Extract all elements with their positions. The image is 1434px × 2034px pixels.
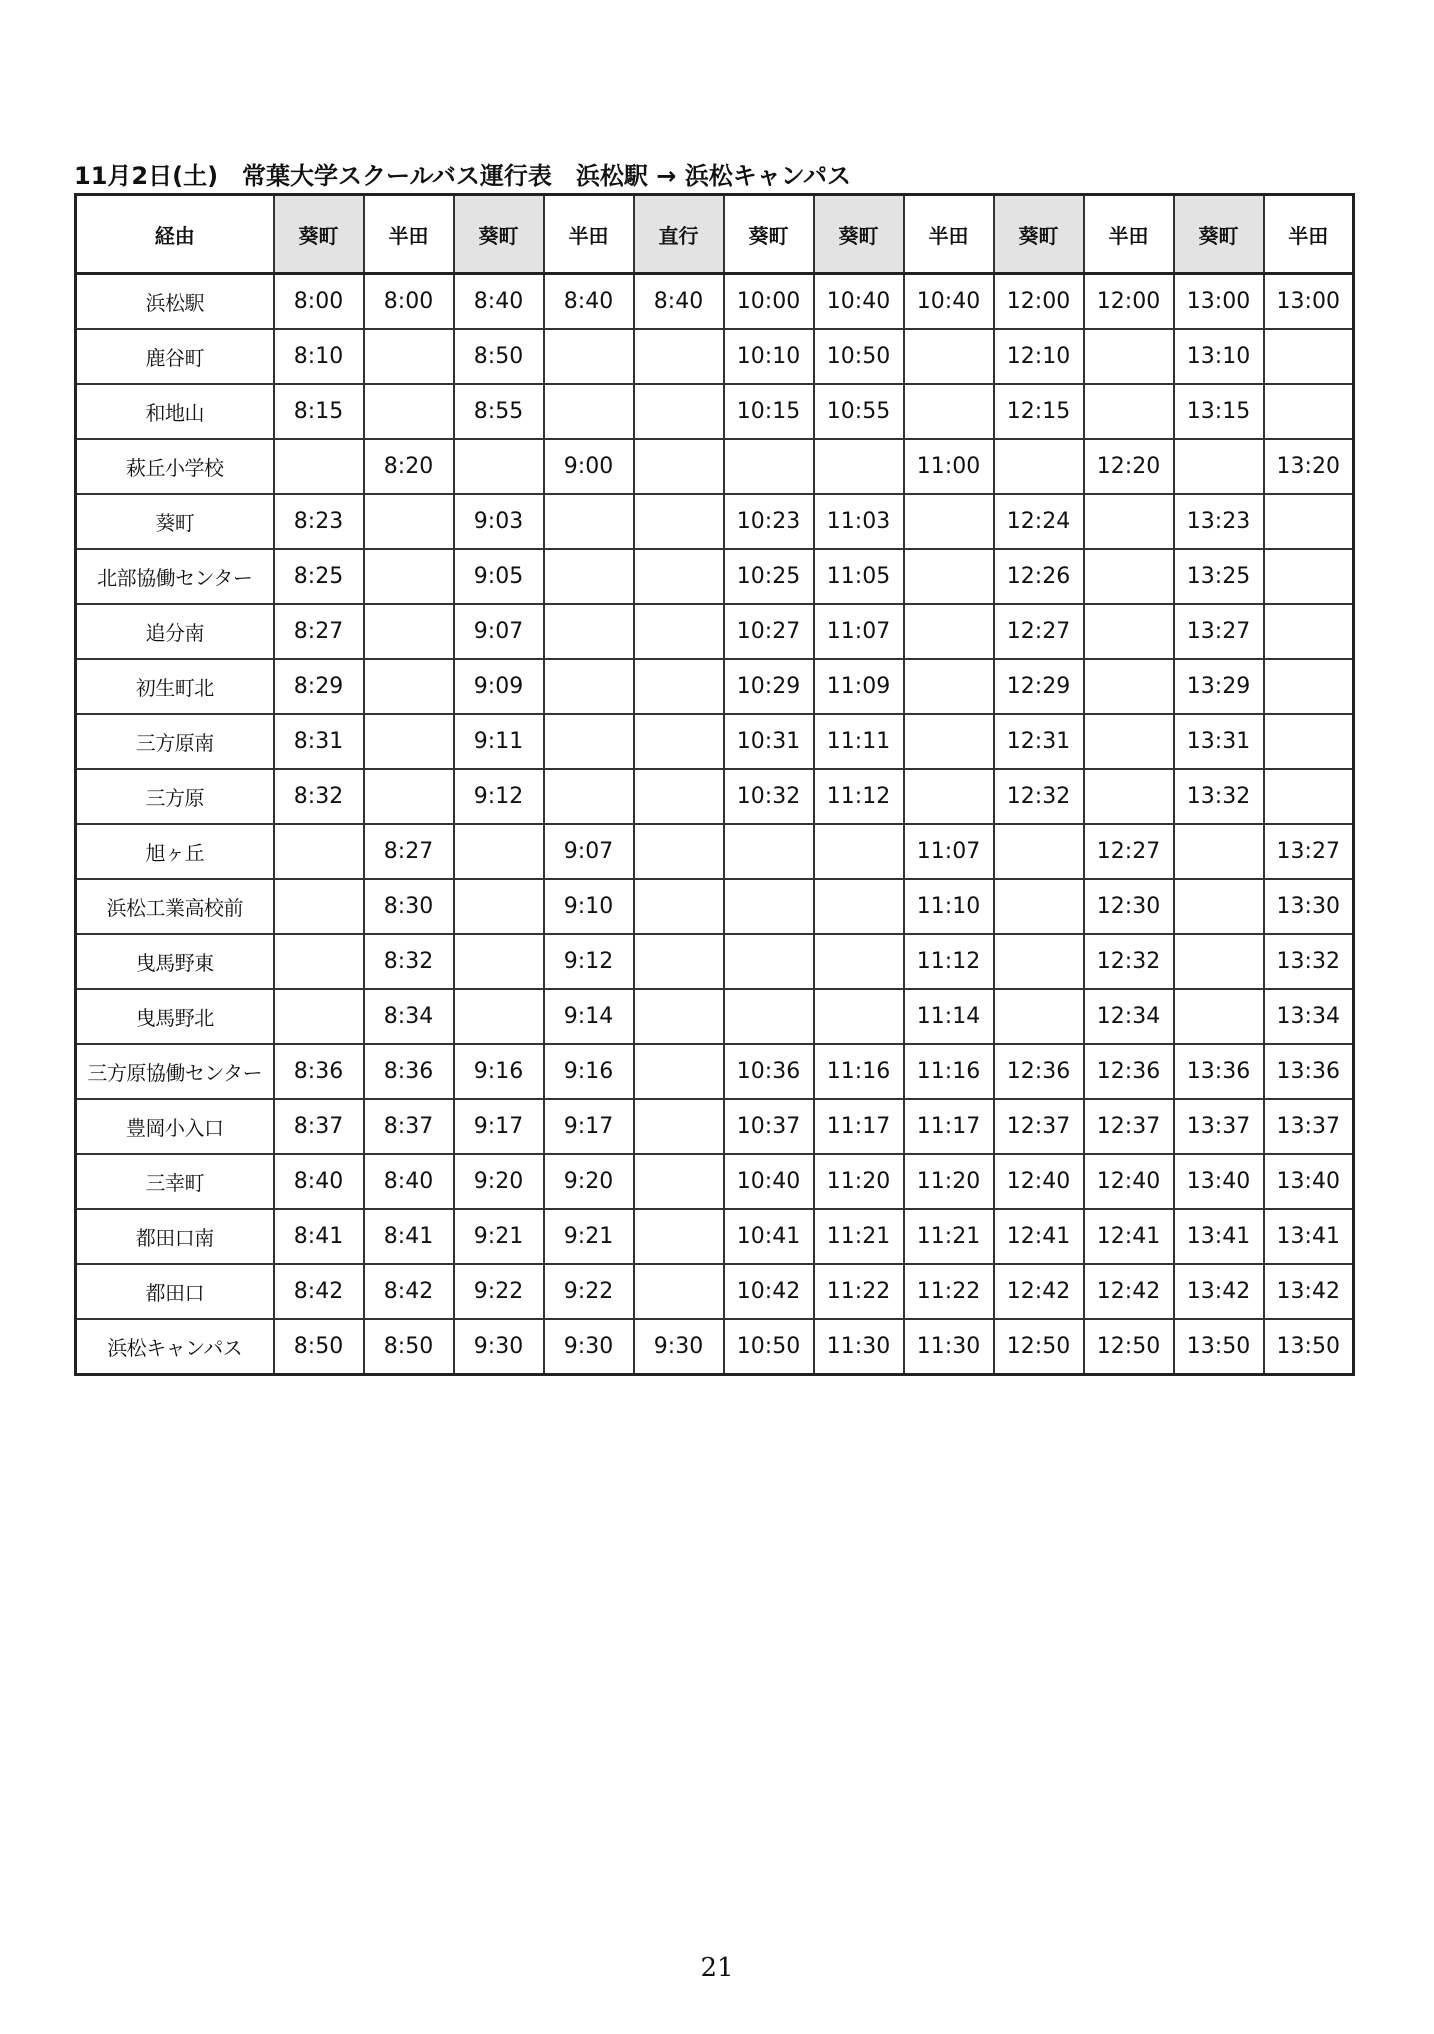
stop-name: 和地山 — [76, 384, 274, 439]
departure-time: 13:34 — [1264, 989, 1354, 1044]
departure-time: 12:50 — [1084, 1319, 1174, 1375]
departure-time: 13:23 — [1174, 494, 1264, 549]
departure-time — [994, 824, 1084, 879]
departure-time — [1264, 329, 1354, 384]
departure-time: 13:27 — [1264, 824, 1354, 879]
departure-time — [1264, 659, 1354, 714]
departure-time: 9:20 — [544, 1154, 634, 1209]
departure-time — [1264, 714, 1354, 769]
departure-time: 10:15 — [724, 384, 814, 439]
departure-time: 10:31 — [724, 714, 814, 769]
departure-time: 9:07 — [454, 604, 544, 659]
table-row — [76, 989, 1354, 1044]
timetable-header-row — [76, 195, 1354, 274]
departure-time: 12:50 — [994, 1319, 1084, 1375]
departure-time — [904, 714, 994, 769]
departure-time: 8:37 — [274, 1099, 364, 1154]
departure-time: 8:40 — [544, 274, 634, 330]
departure-time — [904, 604, 994, 659]
route-column-header: 半田 — [544, 195, 634, 274]
departure-time: 8:36 — [364, 1044, 454, 1099]
departure-time — [724, 934, 814, 989]
route-column-header: 葵町 — [274, 195, 364, 274]
departure-time — [1174, 934, 1264, 989]
departure-time: 12:27 — [994, 604, 1084, 659]
departure-time — [1084, 604, 1174, 659]
table-row — [76, 879, 1354, 934]
departure-time: 13:20 — [1264, 439, 1354, 494]
departure-time: 11:10 — [904, 879, 994, 934]
departure-time: 11:00 — [904, 439, 994, 494]
departure-time — [274, 439, 364, 494]
table-row — [76, 934, 1354, 989]
stop-name: 浜松工業高校前 — [76, 879, 274, 934]
departure-time: 13:42 — [1264, 1264, 1354, 1319]
departure-time: 8:40 — [364, 1154, 454, 1209]
departure-time: 9:22 — [454, 1264, 544, 1319]
departure-time — [634, 659, 724, 714]
departure-time: 8:42 — [274, 1264, 364, 1319]
departure-time: 12:42 — [1084, 1264, 1174, 1319]
departure-time: 12:37 — [1084, 1099, 1174, 1154]
departure-time — [1174, 879, 1264, 934]
departure-time: 10:50 — [724, 1319, 814, 1375]
departure-time: 9:12 — [544, 934, 634, 989]
departure-time: 8:10 — [274, 329, 364, 384]
departure-time: 8:37 — [364, 1099, 454, 1154]
departure-time — [1084, 494, 1174, 549]
stop-name: 曳馬野北 — [76, 989, 274, 1044]
stop-name: 葵町 — [76, 494, 274, 549]
departure-time: 8:00 — [364, 274, 454, 330]
departure-time: 11:11 — [814, 714, 904, 769]
departure-time: 8:40 — [634, 274, 724, 330]
departure-time: 13:30 — [1264, 879, 1354, 934]
departure-time — [634, 989, 724, 1044]
departure-time — [634, 604, 724, 659]
stop-name: 都田口 — [76, 1264, 274, 1319]
departure-time: 13:40 — [1174, 1154, 1264, 1209]
page-title: 11月2日(土) 常葉大学スクールバス運行表 浜松駅 → 浜松キャンパス — [74, 162, 852, 190]
departure-time: 10:40 — [814, 274, 904, 330]
departure-time — [364, 659, 454, 714]
departure-time: 11:17 — [904, 1099, 994, 1154]
table-row — [76, 439, 1354, 494]
departure-time: 13:41 — [1174, 1209, 1264, 1264]
departure-time: 13:00 — [1264, 274, 1354, 330]
stop-name: 三幸町 — [76, 1154, 274, 1209]
departure-time: 10:27 — [724, 604, 814, 659]
stop-name: 三方原南 — [76, 714, 274, 769]
table-row — [76, 494, 1354, 549]
departure-time — [904, 494, 994, 549]
departure-time: 12:41 — [994, 1209, 1084, 1264]
departure-time — [994, 879, 1084, 934]
departure-time: 13:37 — [1174, 1099, 1264, 1154]
departure-time: 13:29 — [1174, 659, 1264, 714]
departure-time: 9:30 — [544, 1319, 634, 1375]
departure-time — [1084, 714, 1174, 769]
table-row — [76, 769, 1354, 824]
departure-time — [634, 824, 724, 879]
stop-name: 萩丘小学校 — [76, 439, 274, 494]
table-row — [76, 1209, 1354, 1264]
departure-time: 11:21 — [904, 1209, 994, 1264]
departure-time: 10:40 — [904, 274, 994, 330]
departure-time: 9:21 — [544, 1209, 634, 1264]
departure-time — [454, 879, 544, 934]
departure-time — [634, 439, 724, 494]
departure-time — [724, 989, 814, 1044]
departure-time: 11:14 — [904, 989, 994, 1044]
departure-time: 9:00 — [544, 439, 634, 494]
departure-time: 8:40 — [274, 1154, 364, 1209]
departure-time: 8:15 — [274, 384, 364, 439]
departure-time — [364, 329, 454, 384]
departure-time: 8:20 — [364, 439, 454, 494]
departure-time — [544, 494, 634, 549]
bus-timetable — [74, 193, 1355, 1376]
departure-time — [454, 439, 544, 494]
departure-time — [544, 769, 634, 824]
departure-time — [1084, 659, 1174, 714]
departure-time: 13:41 — [1264, 1209, 1354, 1264]
departure-time — [634, 549, 724, 604]
departure-time: 8:27 — [364, 824, 454, 879]
departure-time — [544, 659, 634, 714]
route-column-header: 半田 — [1264, 195, 1354, 274]
departure-time — [634, 1044, 724, 1099]
departure-time: 11:20 — [814, 1154, 904, 1209]
departure-time: 9:17 — [454, 1099, 544, 1154]
departure-time: 8:40 — [454, 274, 544, 330]
route-column-header: 半田 — [1084, 195, 1174, 274]
departure-time — [544, 329, 634, 384]
departure-time — [274, 824, 364, 879]
departure-time — [364, 494, 454, 549]
route-column-header: 葵町 — [1174, 195, 1264, 274]
departure-time: 13:32 — [1174, 769, 1264, 824]
departure-time: 12:31 — [994, 714, 1084, 769]
departure-time: 8:34 — [364, 989, 454, 1044]
departure-time — [904, 549, 994, 604]
departure-time — [1084, 769, 1174, 824]
departure-time: 11:22 — [814, 1264, 904, 1319]
table-row — [76, 659, 1354, 714]
departure-time: 11:22 — [904, 1264, 994, 1319]
departure-time — [994, 439, 1084, 494]
departure-time — [634, 1099, 724, 1154]
departure-time — [814, 439, 904, 494]
departure-time: 10:50 — [814, 329, 904, 384]
departure-time: 10:40 — [724, 1154, 814, 1209]
departure-time — [634, 714, 724, 769]
departure-time — [1264, 604, 1354, 659]
departure-time: 9:14 — [544, 989, 634, 1044]
departure-time — [364, 714, 454, 769]
departure-time: 10:25 — [724, 549, 814, 604]
departure-time: 12:27 — [1084, 824, 1174, 879]
departure-time: 9:16 — [544, 1044, 634, 1099]
departure-time: 9:07 — [544, 824, 634, 879]
departure-time — [634, 329, 724, 384]
departure-time — [1084, 329, 1174, 384]
route-column-header: 葵町 — [454, 195, 544, 274]
departure-time — [814, 824, 904, 879]
departure-time: 12:36 — [1084, 1044, 1174, 1099]
departure-time: 9:22 — [544, 1264, 634, 1319]
departure-time: 9:21 — [454, 1209, 544, 1264]
departure-time: 9:16 — [454, 1044, 544, 1099]
departure-time — [814, 989, 904, 1044]
table-row — [76, 549, 1354, 604]
departure-time: 12:32 — [994, 769, 1084, 824]
departure-time: 11:03 — [814, 494, 904, 549]
departure-time: 11:07 — [904, 824, 994, 879]
stop-name: 北部協働センター — [76, 549, 274, 604]
departure-time: 11:16 — [814, 1044, 904, 1099]
departure-time: 8:36 — [274, 1044, 364, 1099]
departure-time: 11:30 — [904, 1319, 994, 1375]
departure-time: 10:00 — [724, 274, 814, 330]
table-row — [76, 329, 1354, 384]
departure-time — [634, 769, 724, 824]
departure-time: 9:30 — [454, 1319, 544, 1375]
departure-time — [904, 659, 994, 714]
route-column-header: 葵町 — [994, 195, 1084, 274]
departure-time: 13:36 — [1174, 1044, 1264, 1099]
page-number: 21 — [700, 1953, 734, 1983]
departure-time: 12:34 — [1084, 989, 1174, 1044]
departure-time — [544, 549, 634, 604]
departure-time: 8:50 — [274, 1319, 364, 1375]
departure-time: 12:20 — [1084, 439, 1174, 494]
stop-name: 豊岡小入口 — [76, 1099, 274, 1154]
departure-time: 12:15 — [994, 384, 1084, 439]
table-row — [76, 1099, 1354, 1154]
departure-time: 11:21 — [814, 1209, 904, 1264]
departure-time: 8:41 — [274, 1209, 364, 1264]
departure-time: 12:10 — [994, 329, 1084, 384]
departure-time — [1084, 549, 1174, 604]
stop-name: 旭ヶ丘 — [76, 824, 274, 879]
departure-time — [904, 384, 994, 439]
departure-time: 11:30 — [814, 1319, 904, 1375]
table-row — [76, 1154, 1354, 1209]
departure-time — [634, 494, 724, 549]
departure-time: 10:29 — [724, 659, 814, 714]
departure-time: 12:40 — [1084, 1154, 1174, 1209]
departure-time — [364, 384, 454, 439]
departure-time: 8:41 — [364, 1209, 454, 1264]
departure-time: 11:12 — [904, 934, 994, 989]
departure-time: 12:00 — [1084, 274, 1174, 330]
stop-name: 初生町北 — [76, 659, 274, 714]
departure-time: 9:12 — [454, 769, 544, 824]
departure-time — [274, 934, 364, 989]
departure-time — [724, 879, 814, 934]
departure-time: 10:37 — [724, 1099, 814, 1154]
departure-time: 10:32 — [724, 769, 814, 824]
departure-time: 13:27 — [1174, 604, 1264, 659]
departure-time — [994, 989, 1084, 1044]
departure-time: 9:11 — [454, 714, 544, 769]
departure-time: 13:15 — [1174, 384, 1264, 439]
departure-time: 10:41 — [724, 1209, 814, 1264]
departure-time: 8:32 — [274, 769, 364, 824]
route-column-header: 直行 — [634, 195, 724, 274]
departure-time — [454, 934, 544, 989]
departure-time: 11:12 — [814, 769, 904, 824]
stop-name: 追分南 — [76, 604, 274, 659]
departure-time: 8:30 — [364, 879, 454, 934]
departure-time: 9:05 — [454, 549, 544, 604]
departure-time: 8:29 — [274, 659, 364, 714]
table-row — [76, 1264, 1354, 1319]
departure-time: 10:42 — [724, 1264, 814, 1319]
departure-time — [994, 934, 1084, 989]
departure-time: 13:32 — [1264, 934, 1354, 989]
departure-time: 8:00 — [274, 274, 364, 330]
departure-time — [364, 604, 454, 659]
table-row — [76, 824, 1354, 879]
departure-time: 8:27 — [274, 604, 364, 659]
departure-time: 8:50 — [364, 1319, 454, 1375]
departure-time: 9:09 — [454, 659, 544, 714]
departure-time: 11:05 — [814, 549, 904, 604]
departure-time: 13:40 — [1264, 1154, 1354, 1209]
departure-time — [544, 384, 634, 439]
timetable-body — [76, 274, 1354, 1375]
departure-time: 13:42 — [1174, 1264, 1264, 1319]
stop-name: 鹿谷町 — [76, 329, 274, 384]
departure-time: 13:31 — [1174, 714, 1264, 769]
departure-time: 9:30 — [634, 1319, 724, 1375]
departure-time — [1174, 439, 1264, 494]
departure-time: 8:31 — [274, 714, 364, 769]
departure-time: 11:07 — [814, 604, 904, 659]
departure-time: 12:29 — [994, 659, 1084, 714]
departure-time: 12:42 — [994, 1264, 1084, 1319]
departure-time — [634, 1154, 724, 1209]
route-column-header: 半田 — [364, 195, 454, 274]
stop-name: 三方原 — [76, 769, 274, 824]
departure-time: 12:30 — [1084, 879, 1174, 934]
departure-time — [364, 549, 454, 604]
stop-name: 三方原協働センター — [76, 1044, 274, 1099]
departure-time — [1264, 494, 1354, 549]
departure-time: 8:55 — [454, 384, 544, 439]
departure-time: 13:50 — [1174, 1319, 1264, 1375]
departure-time: 12:40 — [994, 1154, 1084, 1209]
table-row — [76, 714, 1354, 769]
departure-time: 10:36 — [724, 1044, 814, 1099]
departure-time: 11:09 — [814, 659, 904, 714]
departure-time: 13:25 — [1174, 549, 1264, 604]
departure-time: 12:36 — [994, 1044, 1084, 1099]
departure-time: 9:17 — [544, 1099, 634, 1154]
table-row — [76, 1044, 1354, 1099]
departure-time: 13:00 — [1174, 274, 1264, 330]
departure-time — [274, 989, 364, 1044]
stop-name: 浜松キャンパス — [76, 1319, 274, 1375]
departure-time: 9:20 — [454, 1154, 544, 1209]
departure-time: 11:16 — [904, 1044, 994, 1099]
departure-time — [634, 1264, 724, 1319]
departure-time — [544, 714, 634, 769]
route-label: 経由 — [76, 195, 274, 274]
table-row — [76, 384, 1354, 439]
route-column-header: 葵町 — [814, 195, 904, 274]
departure-time: 11:17 — [814, 1099, 904, 1154]
departure-time — [724, 439, 814, 494]
departure-time: 13:37 — [1264, 1099, 1354, 1154]
departure-time: 12:00 — [994, 274, 1084, 330]
departure-time: 8:42 — [364, 1264, 454, 1319]
route-column-header: 葵町 — [724, 195, 814, 274]
table-row — [76, 604, 1354, 659]
departure-time — [544, 604, 634, 659]
departure-time — [814, 879, 904, 934]
departure-time — [1264, 769, 1354, 824]
departure-time — [364, 769, 454, 824]
departure-time: 10:10 — [724, 329, 814, 384]
route-column-header: 半田 — [904, 195, 994, 274]
departure-time — [634, 384, 724, 439]
departure-time — [1174, 824, 1264, 879]
departure-time — [634, 1209, 724, 1264]
departure-time: 12:24 — [994, 494, 1084, 549]
departure-time — [724, 824, 814, 879]
stop-name: 浜松駅 — [76, 274, 274, 330]
departure-time — [1174, 989, 1264, 1044]
departure-time: 12:37 — [994, 1099, 1084, 1154]
departure-time — [1264, 384, 1354, 439]
departure-time — [454, 824, 544, 879]
departure-time: 8:32 — [364, 934, 454, 989]
departure-time: 13:36 — [1264, 1044, 1354, 1099]
departure-time — [634, 879, 724, 934]
departure-time: 9:03 — [454, 494, 544, 549]
departure-time: 12:32 — [1084, 934, 1174, 989]
departure-time — [904, 329, 994, 384]
departure-time — [634, 934, 724, 989]
stop-name: 曳馬野東 — [76, 934, 274, 989]
departure-time — [1084, 384, 1174, 439]
table-row — [76, 1319, 1354, 1375]
departure-time: 12:26 — [994, 549, 1084, 604]
departure-time: 13:10 — [1174, 329, 1264, 384]
departure-time: 11:20 — [904, 1154, 994, 1209]
stop-name: 都田口南 — [76, 1209, 274, 1264]
departure-time: 10:55 — [814, 384, 904, 439]
departure-time: 12:41 — [1084, 1209, 1174, 1264]
departure-time: 13:50 — [1264, 1319, 1354, 1375]
departure-time: 8:25 — [274, 549, 364, 604]
departure-time: 10:23 — [724, 494, 814, 549]
departure-time — [814, 934, 904, 989]
departure-time — [1264, 549, 1354, 604]
departure-time — [454, 989, 544, 1044]
departure-time: 9:10 — [544, 879, 634, 934]
departure-time — [904, 769, 994, 824]
departure-time: 8:23 — [274, 494, 364, 549]
departure-time: 8:50 — [454, 329, 544, 384]
table-row — [76, 274, 1354, 330]
departure-time — [274, 879, 364, 934]
